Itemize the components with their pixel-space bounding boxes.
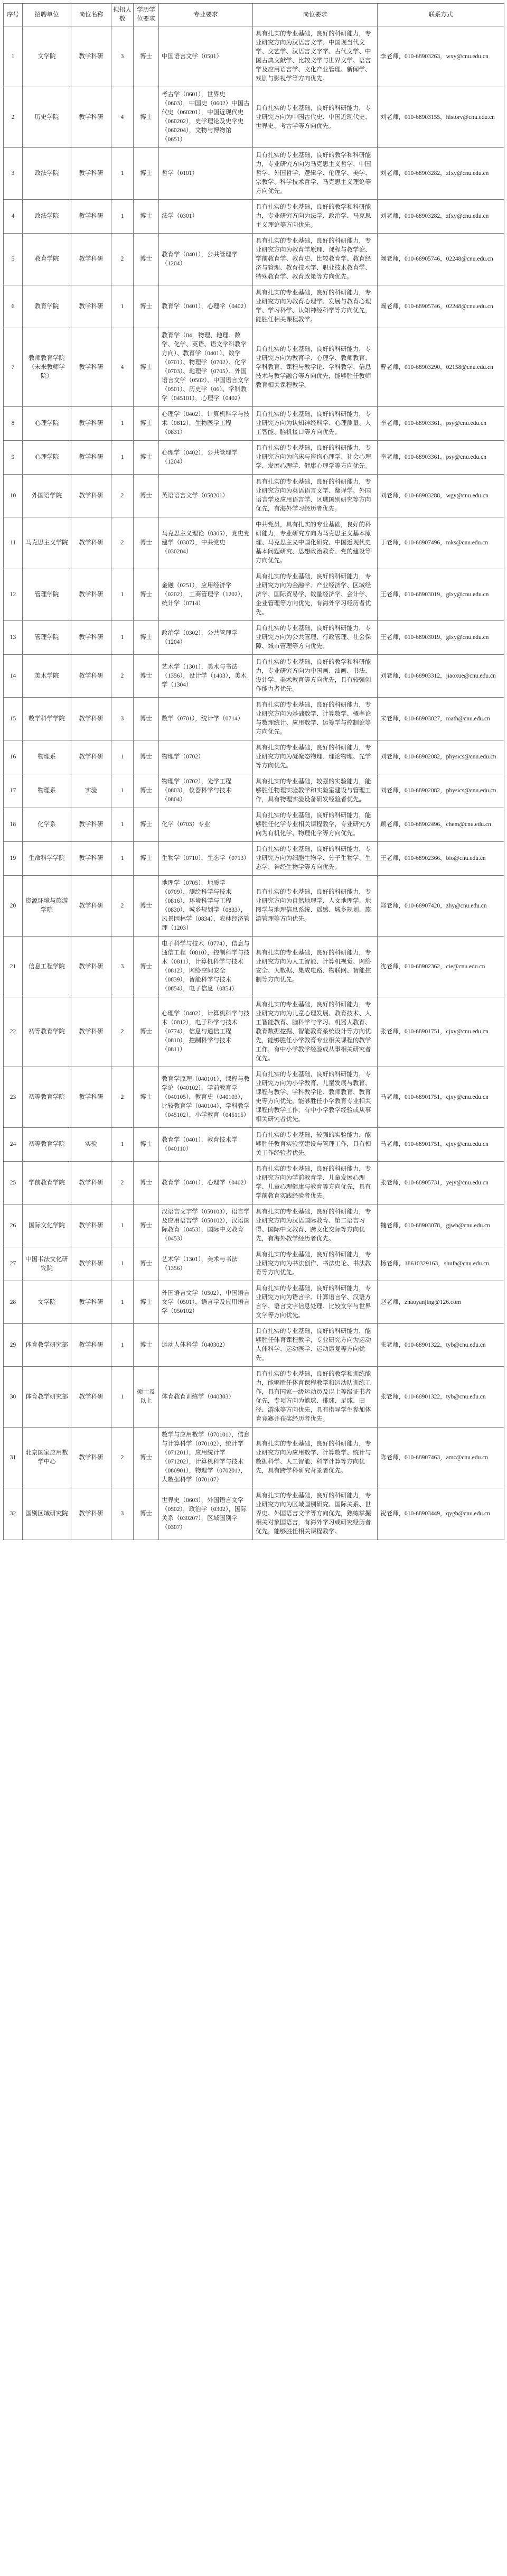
contact-cell: 王老师，010-68902366，bio@cnu.edu.cn	[378, 842, 504, 876]
requirement-cell: 具有扎实的专业基础，良好的科研能力，能够胜任体育课程教学，专业研究方向为运动人体科学、运动医学、运动康复等方向优先。	[253, 1324, 378, 1367]
post-cell: 教学科研	[71, 1281, 111, 1324]
serial-cell: 11	[4, 517, 23, 569]
post-cell: 教学科研	[71, 1247, 111, 1281]
requirement-cell: 具有扎实的专业基础，良好的科研能力，专业研究方向为凝聚态物理、理论物理、光学等方向优先。	[253, 740, 378, 774]
major-cell: 教育学（0401），公共管理学（1204）	[159, 234, 253, 285]
table-row	[4, 1281, 504, 1324]
major-cell: 外国语言文学（0502），中国语言文学（0501），语言学及应用语言学（050102）	[159, 1281, 253, 1324]
requirement-cell: 具有扎实的专业基础，良好的教学和科研能力，专业研究方向为法学、政治学、马克思主义理论等方向优先。	[253, 200, 378, 234]
serial-cell: 26	[4, 1204, 23, 1247]
major-cell: 世界史（0603），外国语言文学（0502），政治学（0302），国际关系（030207），区域国别学（0307）	[159, 1488, 253, 1540]
contact-cell: 李老师，010-68903361，psy@cnu.edu.cn	[378, 441, 504, 475]
unit-cell: 物理系	[23, 740, 71, 774]
contact-cell: 宋老师，010-68903027，math@cnu.edu.cn	[378, 698, 504, 740]
unit-cell: 政法学院	[23, 200, 71, 234]
serial-cell: 16	[4, 740, 23, 774]
serial-cell: 30	[4, 1367, 23, 1428]
requirement-cell: 具有扎实的专业基础，较强的实验能力，能够胜任教育实验室建设与管理工作，具有相关工作经验者优先。	[253, 1128, 378, 1162]
serial-cell: 20	[4, 876, 23, 937]
requirement-cell: 具有扎实的专业基础，良好的科研能力，专业研究方向为中国古代史、中国近现代史、世界史、考古学等方向优先。	[253, 87, 378, 148]
post-cell: 教学科研	[71, 285, 111, 328]
unit-cell: 心理学院	[23, 441, 71, 475]
post-cell: 教学科研	[71, 937, 111, 997]
count-cell: 1	[111, 774, 134, 808]
contact-cell: 王老师，010-68903019，glxy@cnu.edu.cn	[378, 569, 504, 621]
serial-cell: 2	[4, 87, 23, 148]
major-cell: 电子科学与技术（0774），信息与通信工程（0810），控制科学与技术（0811），计算机科学与技术（0812），网络空间安全（0839），智能科学与技术（0854），电子信息（0854）	[159, 937, 253, 997]
degree-cell: 博士	[134, 1204, 159, 1247]
post-cell: 教学科研	[71, 997, 111, 1067]
degree-cell: 博士	[134, 1324, 159, 1367]
degree-cell: 博士	[134, 698, 159, 740]
count-cell: 2	[111, 517, 134, 569]
unit-cell: 历史学院	[23, 87, 71, 148]
table-row	[4, 621, 504, 655]
count-cell: 1	[111, 148, 134, 200]
table-row	[4, 475, 504, 517]
unit-cell: 管理学院	[23, 569, 71, 621]
post-cell: 教学科研	[71, 1367, 111, 1428]
count-cell: 4	[111, 87, 134, 148]
unit-cell: 外国语学院	[23, 475, 71, 517]
contact-cell: 张老师，010-68901322，tyb@cnu.edu.cn	[378, 1324, 504, 1367]
count-cell: 2	[111, 475, 134, 517]
requirement-cell: 具有扎实的专业基础，良好的科研能力，专业研究方向为应用数学、计算数学、统计与数据科学、人工智能、科学计算等方向优先，具有跨学科研究背景者优先。	[253, 1428, 378, 1488]
degree-cell: 博士	[134, 200, 159, 234]
unit-cell: 教育学院	[23, 234, 71, 285]
degree-cell: 博士	[134, 26, 159, 87]
serial-cell: 5	[4, 234, 23, 285]
table-row	[4, 517, 504, 569]
count-cell: 2	[111, 1428, 134, 1488]
contact-cell: 郑老师，010-68907420，zhy@cnu.edu.cn	[378, 876, 504, 937]
contact-cell: 沈老师，010-68902362，cie@cnu.edu.cn	[378, 937, 504, 997]
count-cell: 1	[111, 1247, 134, 1281]
header-requirement: 岗位要求	[253, 4, 378, 26]
contact-cell: 李老师，010-68903263，wxy@cnu.edu.cn	[378, 26, 504, 87]
major-cell: 艺术学（1301），美术与书法（1356）	[159, 1247, 253, 1281]
post-cell: 教学科研	[71, 517, 111, 569]
count-cell: 1	[111, 1204, 134, 1247]
unit-cell: 教师教育学院（未来教师学院）	[23, 328, 71, 407]
major-cell: 数学与应用数学（070101），信息与计算科学（070102），统计学（071201），应用统计学（071202），计算机科学与技术（080901），物理学（070201），大数据科学（070107）	[159, 1428, 253, 1488]
degree-cell: 博士	[134, 937, 159, 997]
count-cell: 1	[111, 1367, 134, 1428]
major-cell: 教育学原理（040101），课程与教学论（040102），学前教育学（040105），教育史（040103），比较教育学（040104），学科教学（045102），小学教育（045115）	[159, 1067, 253, 1128]
serial-cell: 6	[4, 285, 23, 328]
requirement-cell: 具有扎实的专业基础，良好的科研能力，能够胜任化学专业相关课程教学，专业研究方向为有机化学、物理化学等方向优先。	[253, 808, 378, 842]
major-cell: 艺术学（1301），美术与书法（1356），设计学（1403），美术学（1304）	[159, 655, 253, 698]
contact-cell: 赵老师，zhaoyanjing@126.com	[378, 1281, 504, 1324]
unit-cell: 初等教育学院	[23, 1128, 71, 1162]
contact-cell: 阚老师，010-68905746，02248@cnu.edu.cn	[378, 285, 504, 328]
serial-cell: 21	[4, 937, 23, 997]
count-cell: 1	[111, 740, 134, 774]
contact-cell: 阚老师，010-68905746，02248@cnu.edu.cn	[378, 234, 504, 285]
table-row	[4, 1428, 504, 1488]
post-cell: 教学科研	[71, 407, 111, 441]
requirement-cell: 具有扎实的专业基础，良好的科研能力，专业研究方向为儿童心理发展、教育技术、人工智能教育、脑科学与学习、机器人教育、教育数据挖掘、智能教育系统设计等方向优先，能够胜任小学教育专业相关课程的教学工作，有中小学教学经验或从事相关研究者优先。	[253, 997, 378, 1067]
major-cell: 物理学（0702），光学工程（0803），仪器科学与技术（0804）	[159, 774, 253, 808]
header-post: 岗位名称	[71, 4, 111, 26]
degree-cell: 博士	[134, 774, 159, 808]
contact-cell: 魏老师，010-68903078，gjwh@cnu.edu.cn	[378, 1204, 504, 1247]
unit-cell: 马克思主义学院	[23, 517, 71, 569]
table-row	[4, 407, 504, 441]
degree-cell: 博士	[134, 148, 159, 200]
table-row	[4, 200, 504, 234]
serial-cell: 8	[4, 407, 23, 441]
major-cell: 心理学（0402），公共管理学（1204）	[159, 441, 253, 475]
requirement-cell: 具有扎实的专业基础，良好的科研能力，专业研究方向为书法创作、书法史论、书法教育等方向优先。	[253, 1247, 378, 1281]
major-cell: 英语语言文学（050201）	[159, 475, 253, 517]
serial-cell: 10	[4, 475, 23, 517]
table-row	[4, 26, 504, 87]
degree-cell: 博士	[134, 569, 159, 621]
contact-cell: 陈老师，010-68907463，amc@cnu.edu.cn	[378, 1428, 504, 1488]
serial-cell: 7	[4, 328, 23, 407]
major-cell: 物理学（0702）	[159, 740, 253, 774]
unit-cell: 文学院	[23, 26, 71, 87]
table-row	[4, 997, 504, 1067]
contact-cell: 杨老师，18610329163，shufa@cnu.edu.cn	[378, 1247, 504, 1281]
degree-cell: 博士	[134, 234, 159, 285]
contact-cell: 曹老师，010-68903290，02158@cnu.edu.cn	[378, 328, 504, 407]
requirement-cell: 具有扎实的专业基础，良好的科研能力，专业研究方向为语言学、计算语言学、汉语方言学、语言文字信息处理、比较文学与世界文学等方向优先。	[253, 1281, 378, 1324]
contact-cell: 张老师，010-68901751，cjxy@cnu.edu.cn	[378, 997, 504, 1067]
serial-cell: 29	[4, 1324, 23, 1367]
table-row	[4, 569, 504, 621]
contact-cell: 李老师，010-68903361，psy@cnu.edu.cn	[378, 407, 504, 441]
post-cell: 教学科研	[71, 328, 111, 407]
major-cell: 地理学（0705），地质学（0709），测绘科学与技术（0816），环境科学与工程（0830），城乡规划学（0833），风景园林学（0834），农林经济管理（1203）	[159, 876, 253, 937]
count-cell: 2	[111, 234, 134, 285]
requirement-cell: 具有扎实的专业基础，良好的科研能力，专业研究方向为区域国别研究、国际关系、世界史、外国语言文学等方向优先，熟练掌握相关对象国语言，有海外学习或研究经历者优先，能够胜任相关课程教学。	[253, 1488, 378, 1540]
table-row	[4, 1367, 504, 1428]
degree-cell: 博士	[134, 87, 159, 148]
post-cell: 教学科研	[71, 475, 111, 517]
post-cell: 教学科研	[71, 842, 111, 876]
contact-cell: 刘老师，010-68903282，zfxy@cnu.edu.cn	[378, 148, 504, 200]
contact-cell: 马老师，010-68901751，cjxy@cnu.edu.cn	[378, 1067, 504, 1128]
count-cell: 2	[111, 655, 134, 698]
requirement-cell: 具有扎实的专业基础，良好的科研能力，专业研究方向为学前教育学、儿童发展心理学、儿童心理健康与教育等方向优先，具有学前教育实践经验者优先。	[253, 1162, 378, 1204]
major-cell: 化学（0703）专业	[159, 808, 253, 842]
degree-cell: 博士	[134, 842, 159, 876]
serial-cell: 31	[4, 1428, 23, 1488]
post-cell: 教学科研	[71, 1204, 111, 1247]
unit-cell: 体育教学研究部	[23, 1324, 71, 1367]
requirement-cell: 具有扎实的专业基础，良好的科研能力，专业研究方向为教育心理学、发展与教育心理学、学习科学、认知神经科学等方向优先，能胜任相关课程教学。	[253, 285, 378, 328]
unit-cell: 体育教学研究部	[23, 1367, 71, 1428]
serial-cell: 13	[4, 621, 23, 655]
degree-cell: 博士	[134, 1247, 159, 1281]
header-major: 专业要求	[159, 4, 253, 26]
degree-cell: 博士	[134, 328, 159, 407]
unit-cell: 政法学院	[23, 148, 71, 200]
table-row	[4, 441, 504, 475]
count-cell: 1	[111, 808, 134, 842]
unit-cell: 学前教育学院	[23, 1162, 71, 1204]
degree-cell: 博士	[134, 475, 159, 517]
count-cell: 1	[111, 842, 134, 876]
post-cell: 教学科研	[71, 200, 111, 234]
count-cell: 2	[111, 1162, 134, 1204]
contact-cell: 张老师，010-68901322，tyb@cnu.edu.cn	[378, 1367, 504, 1428]
table-header-row	[4, 4, 504, 26]
table-row	[4, 808, 504, 842]
requirement-cell: 具有扎实的专业基础，良好的科研能力，专业研究方向为汉语国际教育、第二语言习得、国际中文教育、跨文化交际等方向优先，有海外教学经历者优先。	[253, 1204, 378, 1247]
requirement-cell: 具有扎实的专业基础，良好的科研能力，专业研究方向为认知神经科学、心理测量、人工智能、脑机接口等方向优先。	[253, 407, 378, 441]
count-cell: 1	[111, 621, 134, 655]
post-cell: 教学科研	[71, 441, 111, 475]
unit-cell: 数学科学学院	[23, 698, 71, 740]
unit-cell: 中国书法文化研究院	[23, 1247, 71, 1281]
table-row	[4, 87, 504, 148]
header-unit: 招聘单位	[23, 4, 71, 26]
major-cell: 中国语言文学（0501）	[159, 26, 253, 87]
post-cell: 教学科研	[71, 621, 111, 655]
count-cell: 2	[111, 997, 134, 1067]
unit-cell: 国际文化学院	[23, 1204, 71, 1247]
degree-cell: 博士	[134, 407, 159, 441]
requirement-cell: 具有扎实的专业基础，良好的科研能力，专业研究方向为汉语言文学、中国现当代文学、文艺学、汉语言文字学、古代文学、中国古典文献学、比较文学与世界文学、语言学及应用语言学、文化产业管理、新闻学、戏剧与影视学等方向优先。	[253, 26, 378, 87]
serial-cell: 25	[4, 1162, 23, 1204]
requirement-cell: 具有扎实的专业基础，良好的科研能力，专业研究方向为教育学原理、课程与教学论、学前教育学、教育史、比较教育学、教育经济与管理、教育技术学、职业技术教育学、特殊教育学、教育政策等方向优先。	[253, 234, 378, 285]
count-cell: 1	[111, 1281, 134, 1324]
serial-cell: 23	[4, 1067, 23, 1128]
post-cell: 教学科研	[71, 698, 111, 740]
major-cell: 体育教育训练学（040303）	[159, 1367, 253, 1428]
unit-cell: 信息工程学院	[23, 937, 71, 997]
contact-cell: 刘老师，010-68903155，historv@cnu.edu.cn	[378, 87, 504, 148]
serial-cell: 22	[4, 997, 23, 1067]
post-cell: 教学科研	[71, 1428, 111, 1488]
requirement-cell: 具有扎实的专业基础，良好的科研能力，专业研究方向为公共管理、行政管理、社会保障、城市管理等方向优先。	[253, 621, 378, 655]
count-cell: 3	[111, 698, 134, 740]
unit-cell: 国别区域研究院	[23, 1488, 71, 1540]
contact-cell: 张老师，010-68905731，yejy@cnu.edu.cn	[378, 1162, 504, 1204]
post-cell: 实验	[71, 1128, 111, 1162]
count-cell: 1	[111, 1324, 134, 1367]
serial-cell: 32	[4, 1488, 23, 1540]
requirement-cell: 具有扎实的专业基础，良好的科研能力，专业研究方向为金融学、产业经济学、区域经济学、国际贸易学、数量经济学、会计学、企业管理等方向优先，有海外学习经历者优先。	[253, 569, 378, 621]
degree-cell: 硕士及以上	[134, 1367, 159, 1428]
unit-cell: 心理学院	[23, 407, 71, 441]
contact-cell: 王老师，010-68903019，glxy@cnu.edu.cn	[378, 621, 504, 655]
header-count: 拟招人数	[111, 4, 134, 26]
requirement-cell: 具有扎实的专业基础，良好的科研能力，专业研究方向为教育学、心理学、教师教育、学科教育、课程与教学论、学科教学、信息技术与教学融合等方向优先，能够胜任教师教育相关课程教学。	[253, 328, 378, 407]
serial-cell: 12	[4, 569, 23, 621]
post-cell: 教学科研	[71, 234, 111, 285]
unit-cell: 物理系	[23, 774, 71, 808]
post-cell: 教学科研	[71, 26, 111, 87]
post-cell: 教学科研	[71, 740, 111, 774]
table-body	[4, 26, 504, 1540]
table-row	[4, 285, 504, 328]
degree-cell: 博士	[134, 655, 159, 698]
table-row	[4, 234, 504, 285]
major-cell: 心理学（0402），计算机科学与技术（0812），电子科学与技术（0774），信息与通信工程（0810），控制科学与技术（0811）	[159, 997, 253, 1067]
table-row	[4, 1067, 504, 1128]
header-serial: 序号	[4, 4, 23, 26]
degree-cell: 博士	[134, 876, 159, 937]
table-row	[4, 842, 504, 876]
serial-cell: 9	[4, 441, 23, 475]
serial-cell: 19	[4, 842, 23, 876]
major-cell: 考古学（0601），世界史（0603），中国史（0602）中国古代史（060201），中国近现代史（060202），史学理论及史学史（060204），文物与博物馆（0651）	[159, 87, 253, 148]
major-cell: 生物学（0710），生态学（0713）	[159, 842, 253, 876]
requirement-cell: 具有扎实的专业基础，良好的科研能力，专业研究方向为人工智能、计算机视觉、网络安全、大数据、集成电路、物联网、智能控制等方向优先。	[253, 937, 378, 997]
contact-cell: 刘老师，010-68903288，wgy@cnu.edu.cn	[378, 475, 504, 517]
table-row	[4, 698, 504, 740]
post-cell: 教学科研	[71, 1324, 111, 1367]
requirement-cell: 具有扎实的专业基础，较强的实验能力，能够胜任物理实验教学和实验室建设与管理工作，具有物理实验设备研发经验者优先。	[253, 774, 378, 808]
table-row	[4, 1128, 504, 1162]
contact-cell: 顾老师，010-68902496，chem@cnu.edu.cn	[378, 808, 504, 842]
serial-cell: 27	[4, 1247, 23, 1281]
table-row	[4, 774, 504, 808]
post-cell: 教学科研	[71, 87, 111, 148]
count-cell: 1	[111, 407, 134, 441]
requirement-cell: 具有扎实的专业基础，良好的教学和科研能力，专业研究方向为中国画、油画、书法、设计学、美术教育等方向优先，具有较强创作能力者优先。	[253, 655, 378, 698]
requirement-cell: 具有扎实的专业基础，良好的教学和科研能力，专业研究方向为马克思主义哲学、中国哲学、外国哲学、逻辑学、伦理学、美学、宗教学、科学技术哲学、马克思主义理论等方向优先。	[253, 148, 378, 200]
requirement-cell: 具有扎实的专业基础，良好的科研能力，专业研究方向为基础数学、计算数学、概率论与数理统计、应用数学、运筹学与控制论等方向优先。	[253, 698, 378, 740]
contact-cell: 刘老师，010-68903312，jiaoxue@cnu.edu.cn	[378, 655, 504, 698]
count-cell: 3	[111, 937, 134, 997]
unit-cell: 北京国家应用数学中心	[23, 1428, 71, 1488]
unit-cell: 教育学院	[23, 285, 71, 328]
unit-cell: 生命科学学院	[23, 842, 71, 876]
unit-cell: 化学系	[23, 808, 71, 842]
major-cell: 法学（0301）	[159, 200, 253, 234]
serial-cell: 15	[4, 698, 23, 740]
count-cell: 2	[111, 1067, 134, 1128]
major-cell: 教育学（04，物理、地理、数学、化学、英语、语文学科教学方向）、教育学（0401）、数学（0701）、物理学（0702）、化学（0703）、地理学（0705）、外国语言文学（0502）、中国语言文学（0501）、历史学（06）、学科教学（045101），心理学（0402）	[159, 328, 253, 407]
requirement-cell: 具有扎实的专业基础，良好的科研能力，专业研究方向为小学教育、儿童发展与教育、课程与教学、学科教学论、教师教育、教育史等方向优先，能够胜任小学教育专业相关课程的教学工作，有中小学教学经验或从事相关研究者优先。	[253, 1067, 378, 1128]
unit-cell: 管理学院	[23, 621, 71, 655]
post-cell: 实验	[71, 774, 111, 808]
count-cell: 3	[111, 26, 134, 87]
major-cell: 教育学（0401），心理学（0402）	[159, 1162, 253, 1204]
table-row	[4, 937, 504, 997]
major-cell: 政治学（0302），公共管理学（1204）	[159, 621, 253, 655]
table-row	[4, 1162, 504, 1204]
degree-cell: 博士	[134, 285, 159, 328]
requirement-cell: 具有扎实的专业基础，良好的科研能力，专业研究方向为临床与咨询心理学、社会心理学、发展心理学、健康心理学等方向优先。	[253, 441, 378, 475]
degree-cell: 博士	[134, 740, 159, 774]
post-cell: 教学科研	[71, 876, 111, 937]
serial-cell: 17	[4, 774, 23, 808]
post-cell: 教学科研	[71, 1067, 111, 1128]
count-cell: 1	[111, 1128, 134, 1162]
major-cell: 哲学（0101）	[159, 148, 253, 200]
degree-cell: 博士	[134, 621, 159, 655]
major-cell: 教育学（0401），心理学（0402）	[159, 285, 253, 328]
requirement-cell: 具有扎实的专业基础，良好的教学和训练能力，能够胜任体育课程教学和运动队训练工作，具有国家一级运动员及以上等级证书者优先，专项方向为篮球、排球、足球、田径、游泳等方向优先，具有指导学生参加体育竞赛并获奖经历者优先。	[253, 1367, 378, 1428]
contact-cell: 祝老师，010-68903449，qygb@cnu.edu.cn	[378, 1488, 504, 1540]
degree-cell: 博士	[134, 441, 159, 475]
table-row	[4, 1324, 504, 1367]
count-cell: 1	[111, 569, 134, 621]
major-cell: 数学（0701），统计学（0714）	[159, 698, 253, 740]
contact-cell: 马老师，010-68901751，cjxy@cnu.edu.cn	[378, 1128, 504, 1162]
table-row	[4, 148, 504, 200]
count-cell: 3	[111, 1488, 134, 1540]
post-cell: 教学科研	[71, 1162, 111, 1204]
contact-cell: 丁老师，010-68907496，mks@cnu.edu.cn	[378, 517, 504, 569]
degree-cell: 博士	[134, 1162, 159, 1204]
serial-cell: 14	[4, 655, 23, 698]
table-row	[4, 1247, 504, 1281]
post-cell: 教学科研	[71, 655, 111, 698]
major-cell: 心理学（0402），计算机科学与技术（0812），生物医学工程（0831）	[159, 407, 253, 441]
table-row	[4, 1204, 504, 1247]
header-contact: 联系方式	[378, 4, 504, 26]
major-cell: 马克思主义理论（0305），党史党建学（0307），中共党史（030204）	[159, 517, 253, 569]
unit-cell: 初等教育学院	[23, 1067, 71, 1128]
table-row	[4, 328, 504, 407]
degree-cell: 博士	[134, 1128, 159, 1162]
degree-cell: 博士	[134, 1428, 159, 1488]
unit-cell: 初等教育学院	[23, 997, 71, 1067]
unit-cell: 美术学院	[23, 655, 71, 698]
requirement-cell: 具有扎实的专业基础，良好的科研能力，专业研究方向为自然地理学、人文地理学、地图学与地理信息系统、遥感、城乡规划、旅游管理等方向优先。	[253, 876, 378, 937]
count-cell: 2	[111, 876, 134, 937]
requirement-cell: 具有扎实的专业基础，良好的科研能力，专业研究方向为英语语言文学、翻译学、外国语言学及应用语言学、区域国别研究等方向优先，有海外学习经历者优先。	[253, 475, 378, 517]
table-row	[4, 1488, 504, 1540]
contact-cell: 刘老师，010-68903282，zfxy@cnu.edu.cn	[378, 200, 504, 234]
count-cell: 4	[111, 328, 134, 407]
serial-cell: 3	[4, 148, 23, 200]
count-cell: 1	[111, 285, 134, 328]
major-cell: 教育学（0401），教育技术学（040110）	[159, 1128, 253, 1162]
degree-cell: 博士	[134, 997, 159, 1067]
degree-cell: 博士	[134, 808, 159, 842]
major-cell: 金融（0251），应用经济学（0202），工商管理学（1202），统计学（0714）	[159, 569, 253, 621]
degree-cell: 博士	[134, 1281, 159, 1324]
post-cell: 教学科研	[71, 1488, 111, 1540]
post-cell: 教学科研	[71, 148, 111, 200]
serial-cell: 1	[4, 26, 23, 87]
unit-cell: 文学院	[23, 1281, 71, 1324]
major-cell: 运动人体科学（040302）	[159, 1324, 253, 1367]
table-row	[4, 876, 504, 937]
header-degree: 学历学位要求	[134, 4, 159, 26]
serial-cell: 18	[4, 808, 23, 842]
degree-cell: 博士	[134, 1488, 159, 1540]
post-cell: 教学科研	[71, 808, 111, 842]
requirement-cell: 中共党员，具有扎实的专业基础，良好的科研能力，专业研究方向为马克思主义基本原理、马克思主义中国化研究、中国近现代史基本问题研究、思想政治教育、党的建设等方向优先。	[253, 517, 378, 569]
contact-cell: 刘老师，010-68902082，physics@cnu.edu.cn	[378, 774, 504, 808]
count-cell: 1	[111, 200, 134, 234]
contact-cell: 刘老师，010-68902082，physics@cnu.edu.cn	[378, 740, 504, 774]
degree-cell: 博士	[134, 517, 159, 569]
recruitment-table	[3, 3, 504, 1540]
serial-cell: 28	[4, 1281, 23, 1324]
table-row	[4, 655, 504, 698]
table-row	[4, 740, 504, 774]
major-cell: 汉语言文字学（050103），语言学及应用语言学（050102），汉语国际教育（0453），国际中文教育（0453）	[159, 1204, 253, 1247]
requirement-cell: 具有扎实的专业基础，良好的科研能力，专业研究方向为细胞生物学、分子生物学、生态学、神经生物学等方向优先。	[253, 842, 378, 876]
degree-cell: 博士	[134, 1067, 159, 1128]
post-cell: 教学科研	[71, 569, 111, 621]
serial-cell: 24	[4, 1128, 23, 1162]
unit-cell: 资源环境与旅游学院	[23, 876, 71, 937]
count-cell: 1	[111, 441, 134, 475]
serial-cell: 4	[4, 200, 23, 234]
